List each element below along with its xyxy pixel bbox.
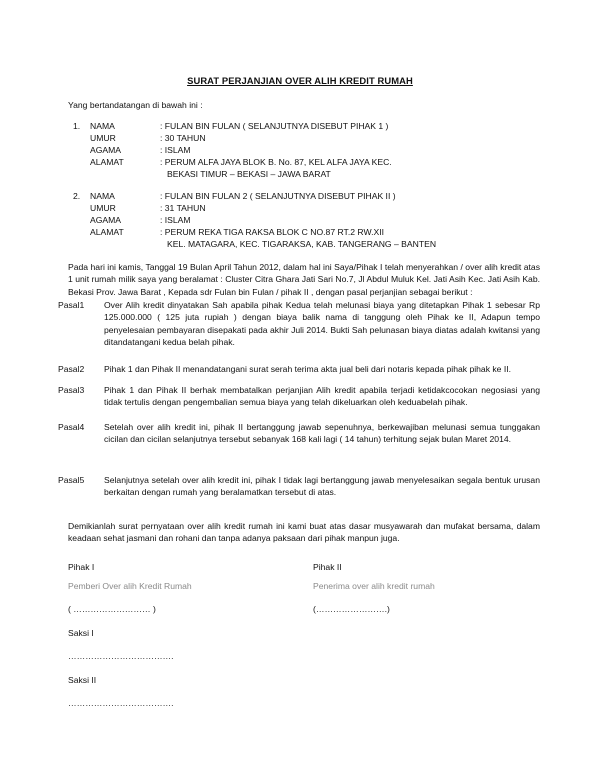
saksi-2-label: Saksi II [68, 675, 97, 685]
party-1-number: 1. [73, 121, 81, 131]
pasal-3-text: Pihak 1 dan Pihak II berhak membatalkan perjanjian Alih kredit apabila terjadi ketidakcocokan negosiasi yang tidak tertulis dengan pengembalian semua biaya yang telah dikeluarkan oleh keduabelah pihak. [104, 385, 540, 408]
pihak-2-signature-line: (…………………….) [313, 604, 390, 614]
pihak-1-label: Pihak I [68, 562, 95, 572]
pihak-1-role: Pemberi Over alih Kredit Rumah [68, 581, 192, 591]
pasal-1-label: Pasal1 [58, 300, 85, 310]
party-1-name-value: : FULAN BIN FULAN ( SELANJUTNYA DISEBUT PIHAK 1 ) [160, 121, 389, 131]
party-2-age-value: : 31 TAHUN [160, 203, 206, 213]
saksi-1-signature-line: ………………………………. [68, 651, 174, 661]
pasal-2-text: Pihak 1 dan Pihak II menandatangani surat serah terima akta jual beli dari notaris kepada pihak pihak ke II. [104, 364, 512, 374]
pasal-5-text: Selanjutnya setelah over alih kredit ini, pihak I tidak lagi bertanggung jawab menyelesaikan segala bentuk urusan berkaitan dengan rumah yang beralamatkan tersebut di atas. [104, 475, 540, 498]
party-1-age-label: UMUR [90, 133, 116, 143]
pasal-5-label: Pasal5 [58, 475, 85, 485]
party-2-name-value: : FULAN BIN FULAN 2 ( SELANJUTNYA DISEBUT PIHAK II ) [160, 191, 396, 201]
pihak-2-role: Penerima over alih kredit rumah [313, 581, 435, 591]
party-1-name-label: NAMA [90, 121, 115, 131]
party-1-religion-label: AGAMA [90, 145, 122, 155]
party-1-religion-value: : ISLAM [160, 145, 191, 155]
saksi-1-label: Saksi I [68, 628, 94, 638]
party-1-address-cont: BEKASI TIMUR – BEKASI – JAWA BARAT [167, 169, 331, 179]
party-1-address-label: ALAMAT [90, 157, 124, 167]
party-2-religion-value: : ISLAM [160, 215, 191, 225]
document-title: SURAT PERJANJIAN OVER ALIH KREDIT RUMAH [187, 75, 413, 86]
party-1-age-value: : 30 TAHUN [160, 133, 206, 143]
opening-paragraph: Pada hari ini kamis, Tanggal 19 Bulan April Tahun 2012, dalam hal ini Saya/Pihak I telah menyerahkan / over alih kredit atas 1 unit rumah milik saya yang beralamat : Cluster Citra Ghara Jati Sari No.7, Jl Abdul Muluk Kel. Jati Asih Kec. Jati Asih Kab. Bekasi Prov. Jawa Barat , Kepada sdr Fulan bin Fulan / pihak II , dengan pasal perjanjian sebagai berikut : [68, 262, 540, 297]
party-2-address-cont: KEL. MATAGARA, KEC. TIGARAKSA, KAB. TANGERANG – BANTEN [167, 239, 437, 249]
pasal-2-label: Pasal2 [58, 364, 85, 374]
party-2-number: 2. [73, 191, 81, 201]
pasal-4-text: Setelah over alih kredit ini, pihak II bertanggung jawab sepenuhnya, berkewajiban melunasi semua tunggakan cicilan dan cicilan selanjutnya tersebut sebanyak 168 kali lagi ( 14 tahun) terhitung sejak bulan Maret 2014. [104, 422, 540, 445]
intro-text: Yang bertandatangan di bawah ini : [68, 100, 203, 110]
party-2-address-value: : PERUM REKA TIGA RAKSA BLOK C NO.87 RT.2 RW.XII [160, 227, 384, 237]
closing-paragraph: Demikianlah surat pernyataan over alih kredit rumah ini kami buat atas dasar musyawarah dan mufakat bersama, dalam keadaan sehat jasmani dan rohani dan tanpa adanya paksaan dari pihak manpun juga. [68, 521, 540, 544]
pasal-1-text: Over Alih kredit dinyatakan Sah apabila pihak Kedua telah melunasi biaya yang ditetapkan Pihak 1 sebesar Rp 125.000.000 ( 125 juta rupiah ) dengan biaya balik nama di tanggung oleh Pihak ke II, Adapun tempo penyelesaian pembayaran disepakati pada akhir Juli 2014. Bukti Sah pelunasan biaya diatas adalah kwitansi yang ditandatangani kedua belah pihak. [104, 300, 540, 348]
party-2-address-label: ALAMAT [90, 227, 124, 237]
party-2-age-label: UMUR [90, 203, 116, 213]
party-1-address-value: : PERUM ALFA JAYA BLOK B. No. 87, KEL ALFA JAYA KEC. [160, 157, 392, 167]
pihak-1-signature-line: ( ……………………… ) [68, 604, 156, 614]
pihak-2-label: Pihak II [313, 562, 342, 572]
party-2-religion-label: AGAMA [90, 215, 122, 225]
saksi-2-signature-line: ………………………………. [68, 698, 174, 708]
pasal-3-label: Pasal3 [58, 385, 85, 395]
party-2-name-label: NAMA [90, 191, 115, 201]
pasal-4-label: Pasal4 [58, 422, 85, 432]
